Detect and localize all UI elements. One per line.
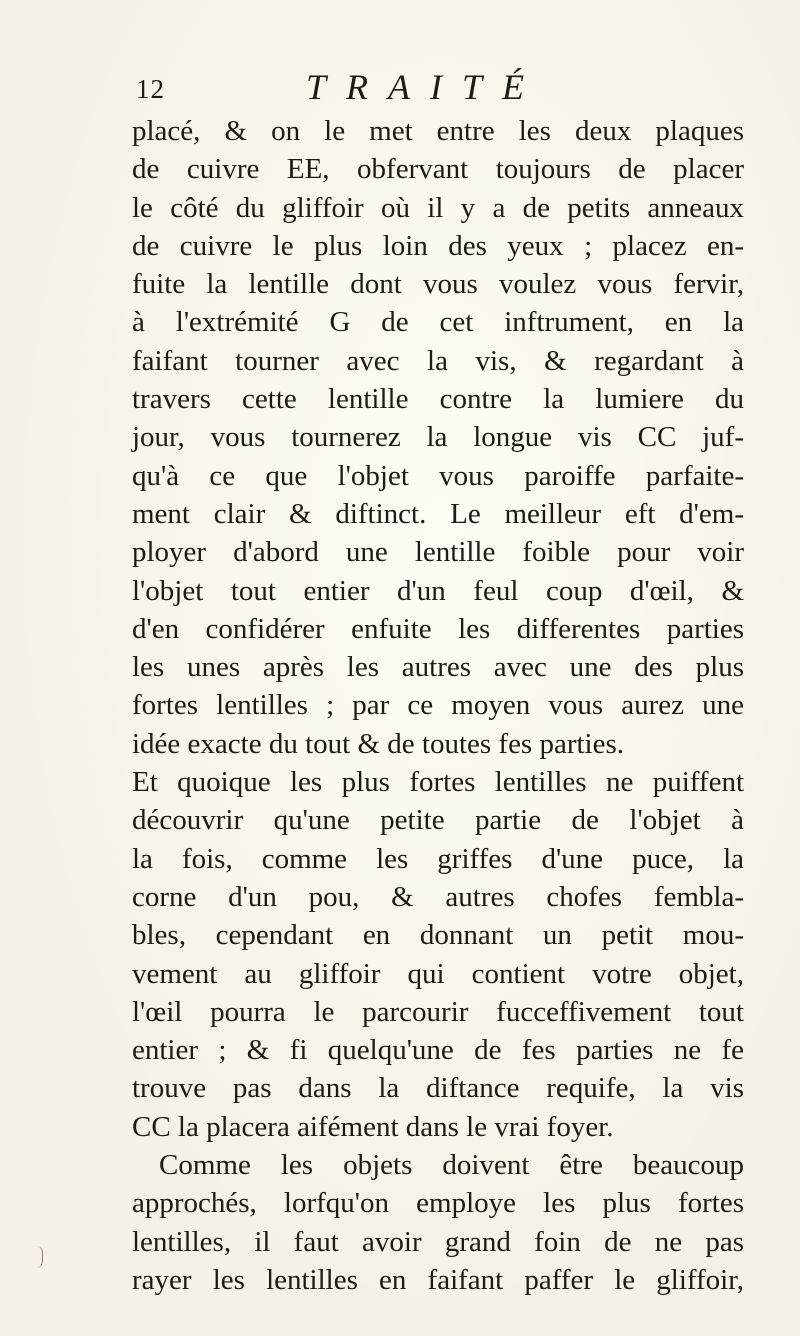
text-line: à l'extrémité G de cet inftrument, en la <box>132 306 744 339</box>
text-line: l'œil pourra le parcourir fucceffivement tout <box>132 995 744 1028</box>
text-line: qu'à ce que l'objet vous paroiffe parfaite- <box>132 459 744 492</box>
page-number: 12 <box>136 74 165 104</box>
body-text <box>132 112 744 1299</box>
text-line: ployer d'abord une lentille foible pour voir <box>132 536 744 569</box>
margin-mark <box>36 1246 43 1268</box>
text-line: ment clair & diftinct. Le meilleur eft d'em- <box>132 497 744 530</box>
text-line: la fois, comme les griffes d'une puce, la <box>132 842 744 875</box>
text-line: CC la placera aifément dans le vrai foyer. <box>132 1110 614 1143</box>
text-line: l'objet tout entier d'un feul coup d'œil, & <box>132 574 744 607</box>
text-line: Comme les objets doivent être beaucoup <box>159 1149 744 1182</box>
text-line: Et quoique les plus fortes lentilles ne puiffent <box>132 766 744 799</box>
text-line: travers cette lentille contre la lumiere du <box>132 383 744 416</box>
text-line: bles, cependant en donnant un petit mou- <box>132 919 744 952</box>
text-line: faifant tourner avec la vis, & regardant à <box>132 344 744 377</box>
text-line: corne d'un pou, & autres chofes fembla- <box>132 880 744 913</box>
text-line: de cuivre le plus loin des yeux ; placez en- <box>132 229 744 262</box>
text-line: entier ; & fi quelqu'une de fes parties ne fe <box>132 1034 744 1067</box>
text-line: idée exacte du tout & de toutes fes parties. <box>132 727 625 760</box>
text-line: trouve pas dans la diftance requife, la vis <box>132 1072 744 1105</box>
text-line: vement au gliffoir qui contient votre objet, <box>132 957 744 990</box>
text-line: fuite la lentille dont vous voulez vous fervir, <box>132 268 744 301</box>
page-header <box>136 66 736 110</box>
text-line: le côté du gliffoir où il y a de petits anneaux <box>132 191 744 224</box>
text-line: approchés, lorfqu'on employe les plus fortes <box>132 1187 744 1220</box>
text-line: de cuivre EE, obfervant toujours de placer <box>132 153 744 186</box>
text-line: découvrir qu'une petite partie de l'objet à <box>132 804 744 837</box>
text-line: jour, vous tournerez la longue vis CC juf- <box>132 421 744 454</box>
running-title: TRAITÉ <box>306 67 545 107</box>
text-line: placé, & on le met entre les deux plaques <box>132 115 744 147</box>
text-line: rayer les lentilles en faifant paffer le gliffoir, <box>132 1263 744 1296</box>
text-line: les unes après les autres avec une des plus <box>132 651 744 684</box>
text-line: d'en confidérer enfuite les differentes parties <box>132 612 744 645</box>
text-line: lentilles, il faut avoir grand foin de ne pas <box>132 1225 744 1258</box>
text-line: fortes lentilles ; par ce moyen vous aurez une <box>132 689 744 722</box>
